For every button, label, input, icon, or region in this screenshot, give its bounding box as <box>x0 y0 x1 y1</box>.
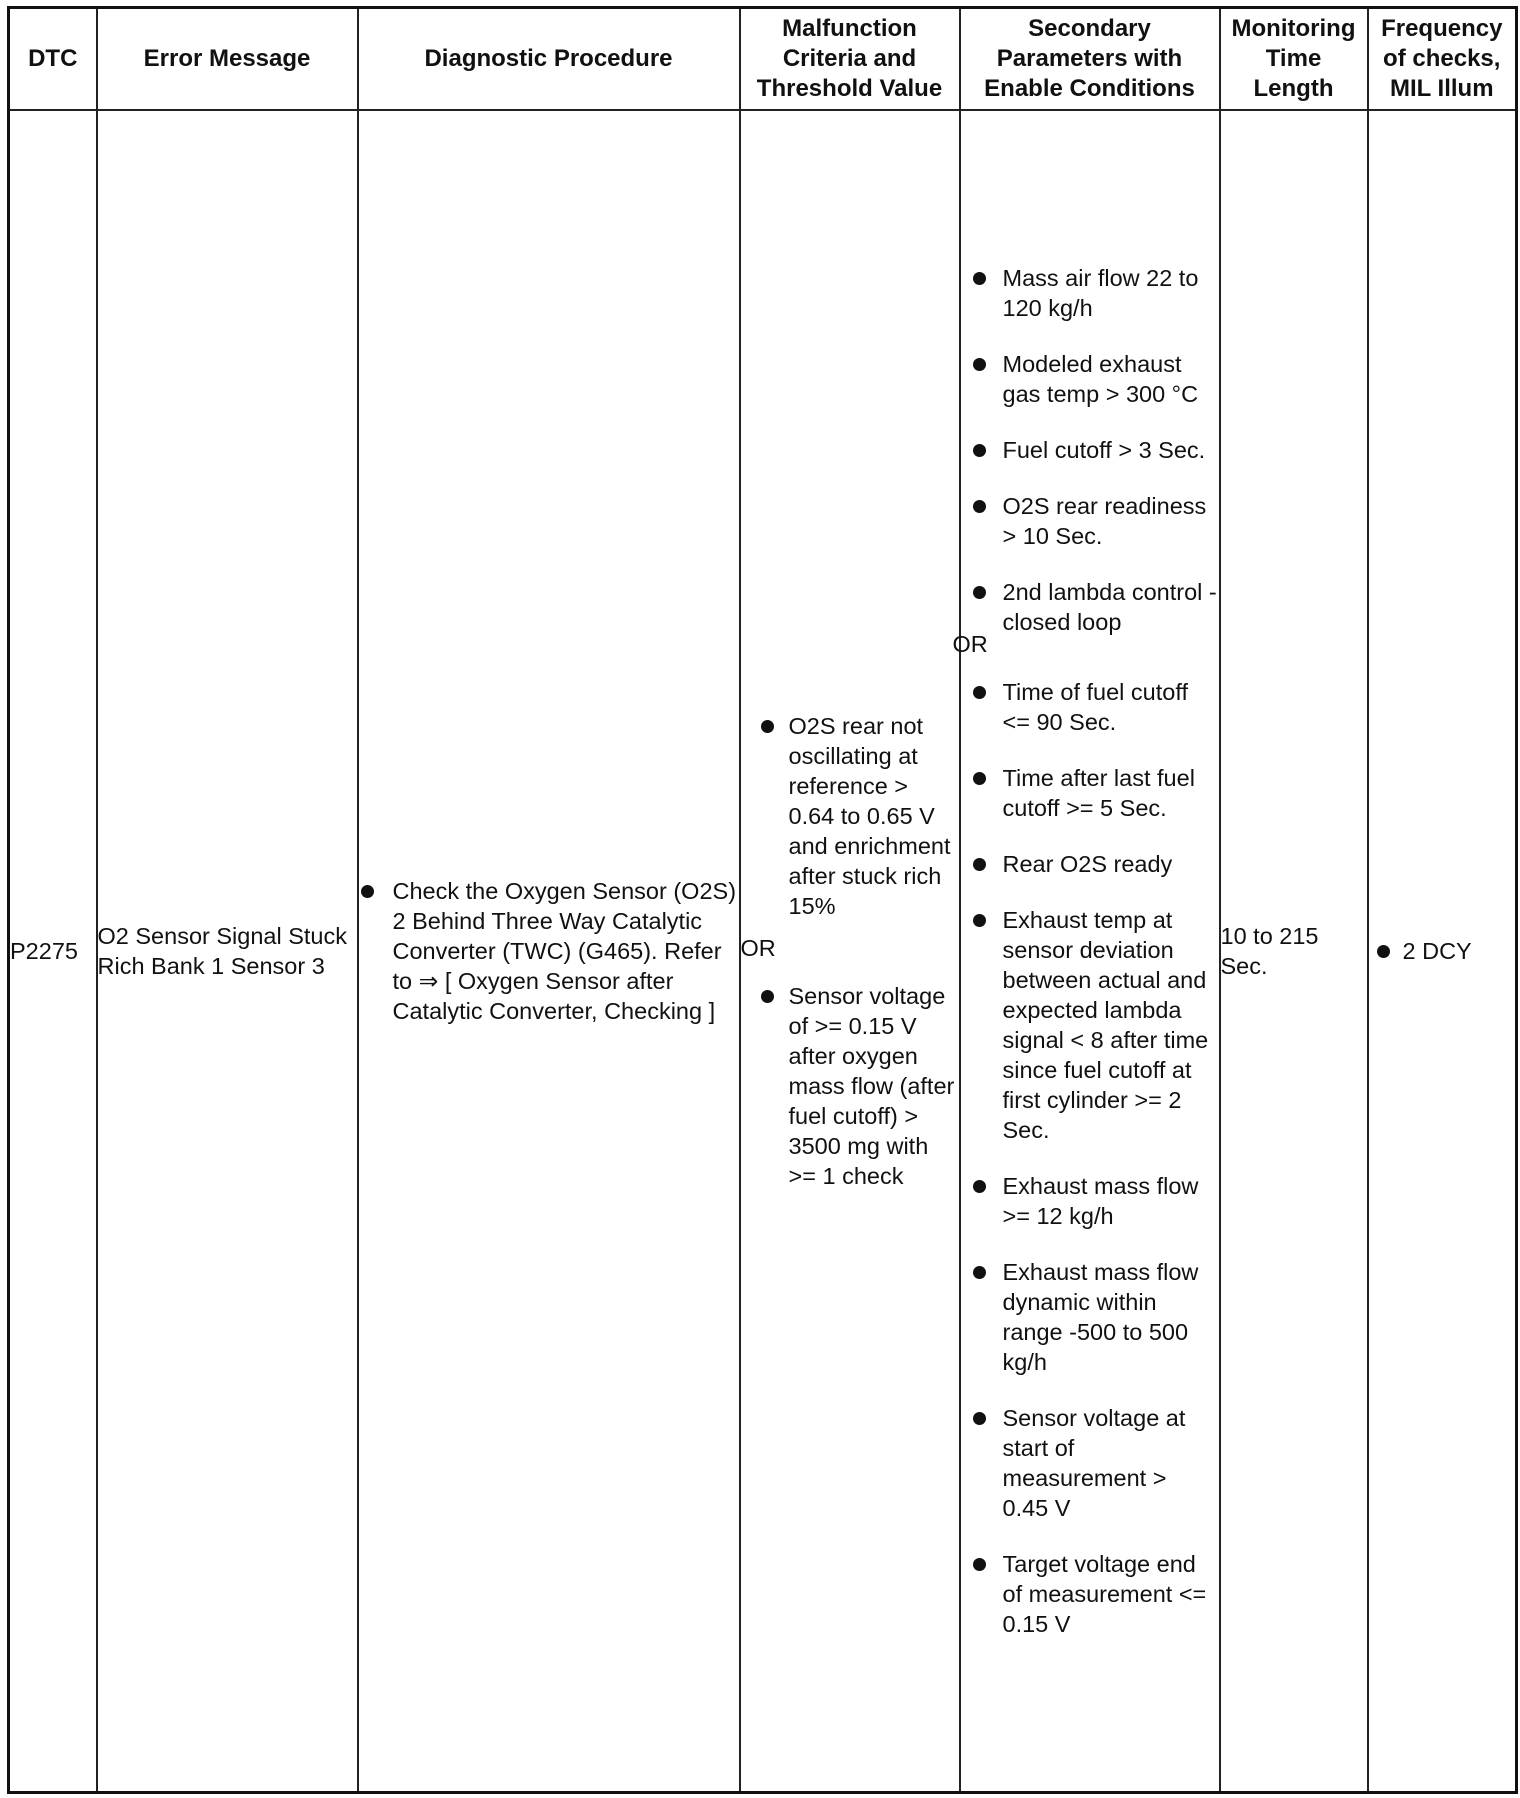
or-label: OR <box>740 935 776 961</box>
bullet-icon <box>973 586 986 599</box>
list-item <box>961 1171 1219 1231</box>
dtc-code: P2275 <box>9 110 97 1793</box>
table-row <box>9 110 1517 1793</box>
bullet-icon <box>361 885 374 898</box>
malfunction-criteria-cell <box>740 110 960 1793</box>
parameter-text: Fuel cutoff > 3 Sec. <box>1002 437 1206 463</box>
list-item <box>961 905 1219 1145</box>
or-label: OR <box>952 631 988 657</box>
table-header-row <box>9 8 1517 111</box>
secondary-parameters-cell <box>952 110 1220 1793</box>
header-monitoring-time: Monitoring Time Length <box>1220 8 1368 111</box>
parameter-text: Sensor voltage at start of measurement > 0.45 V <box>1002 1405 1186 1521</box>
list-item <box>961 491 1219 551</box>
list-item <box>1369 936 1516 966</box>
bullet-icon <box>973 1412 986 1425</box>
list-item <box>741 711 959 921</box>
header-secondary-parameters: Secondary Parameters with Enable Conditions <box>960 8 1220 111</box>
bullet-icon <box>973 444 986 457</box>
diagnostic-procedure-list <box>359 876 739 1026</box>
list-item <box>961 1257 1219 1377</box>
header-dtc: DTC <box>9 8 97 111</box>
dtc-table <box>7 6 1518 1794</box>
list-item <box>961 1549 1219 1639</box>
parameter-text: 2nd lambda control - closed loop <box>1002 579 1217 635</box>
criteria-text: Sensor voltage of >= 0.15 V after oxygen mass flow (after fuel cutoff) > 3500 mg with >= 1 check <box>788 983 955 1189</box>
list-item <box>961 849 1219 879</box>
bullet-icon <box>973 1558 986 1571</box>
header-diagnostic-procedure: Diagnostic Procedure <box>358 8 740 111</box>
list-item <box>359 876 739 1026</box>
parameter-text: Time after last fuel cutoff >= 5 Sec. <box>1002 765 1195 821</box>
bullet-icon <box>973 772 986 785</box>
monitoring-time: 10 to 215 Sec. <box>1220 110 1368 1793</box>
parameter-text: Exhaust mass flow >= 12 kg/h <box>1002 1173 1199 1229</box>
frequency-cell <box>1368 110 1517 1793</box>
parameter-text: Modeled exhaust gas temp > 300 °C <box>1002 351 1199 407</box>
bullet-icon <box>973 914 986 927</box>
parameter-text: Rear O2S ready <box>1002 851 1173 877</box>
frequency-list <box>1369 936 1516 966</box>
bullet-icon <box>973 1180 986 1193</box>
bullet-icon <box>973 272 986 285</box>
secondary-parameters-list-1 <box>961 263 1219 637</box>
diagnostic-procedure-cell <box>358 110 740 1793</box>
bullet-icon <box>1377 945 1390 958</box>
list-item <box>961 349 1219 409</box>
header-error-message: Error Message <box>97 8 358 111</box>
malfunction-criteria-list-1 <box>741 711 959 921</box>
bullet-icon <box>973 500 986 513</box>
bullet-icon <box>973 858 986 871</box>
list-item <box>961 763 1219 823</box>
header-malfunction-criteria: Malfunction Criteria and Threshold Value <box>740 8 960 111</box>
bullet-icon <box>761 720 774 733</box>
parameter-text: O2S rear readiness > 10 Sec. <box>1002 493 1207 549</box>
bullet-icon <box>761 990 774 1003</box>
list-item <box>961 263 1219 323</box>
list-item <box>961 435 1219 465</box>
list-item <box>961 1403 1219 1523</box>
frequency-text: 2 DCY <box>1402 938 1472 964</box>
diagnostic-procedure-text: Check the Oxygen Sensor (O2S) 2 Behind Three Way Catalytic Converter (TWC) (G465). Refer to ⇒ [ Oxygen Sensor after Catalytic Converter, Checking ] <box>392 878 737 1024</box>
list-item <box>961 677 1219 737</box>
bullet-icon <box>973 1266 986 1279</box>
criteria-text: O2S rear not oscillating at reference > 0.64 to 0.65 V and enrichment after stuck rich 15% <box>788 713 951 919</box>
header-frequency: Frequency of checks, MIL Illum <box>1368 8 1517 111</box>
parameter-text: Mass air flow 22 to 120 kg/h <box>1002 265 1199 321</box>
parameter-text: Exhaust mass flow dynamic within range -500 to 500 kg/h <box>1002 1259 1199 1375</box>
error-message: O2 Sensor Signal Stuck Rich Bank 1 Sensor 3 <box>97 110 358 1793</box>
list-item <box>961 577 1219 637</box>
parameter-text: Exhaust temp at sensor deviation between actual and expected lambda signal < 8 after time since fuel cutoff at first cylinder >= 2 Sec. <box>1002 907 1209 1143</box>
secondary-parameters-list-2 <box>961 677 1219 1639</box>
list-item <box>741 981 959 1191</box>
parameter-text: Target voltage end of measurement <= 0.15 V <box>1002 1551 1207 1637</box>
malfunction-criteria-list-2 <box>741 981 959 1191</box>
bullet-icon <box>973 358 986 371</box>
parameter-text: Time of fuel cutoff <= 90 Sec. <box>1002 679 1188 735</box>
bullet-icon <box>973 686 986 699</box>
